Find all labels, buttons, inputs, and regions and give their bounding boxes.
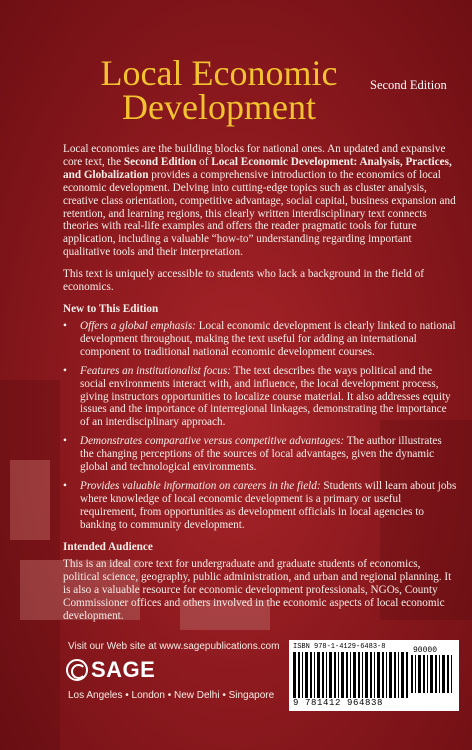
audience-heading: Intended Audience: [63, 541, 153, 553]
item-text: Students will learn about jobs where knowledge of local economic development is a primary or useful requirement, from opportunities as development officials in local agencies to banking to community development.: [80, 479, 457, 531]
intro-text-e: provides a comprehensive introduction to the economics of local economic development. Delving into cutting-edge topics such as cluster analysis, creative class orientation, competitive advantage, social capital, business expansion and retention, and learning regions, this clearly written interdisciplinary text connects theories with real-life examples and offers the reader pragmatic tools for future application, including a valuable “how-to” understanding regarding important qualitative tools and their interpretation.: [63, 168, 456, 259]
sage-logo: [66, 656, 155, 684]
title-line-1: Local Economic: [100, 53, 338, 93]
list-item: [63, 480, 458, 532]
barcode: [289, 640, 459, 711]
sage-logo-text: SAGE: [91, 657, 156, 682]
item-lead: Demonstrates comparative versus competitive advantages:: [80, 435, 345, 448]
barcode-digits: 9 781412 964838: [293, 698, 384, 708]
edition-label: Second Edition: [370, 78, 447, 92]
item-text: Local economic development is clearly linked to national development throughout, making the text useful for adding an international component to traditional national economic development courses.: [80, 320, 456, 358]
intro-edition-bold: Second Edition: [123, 155, 197, 168]
intro-paragraph: [63, 143, 458, 259]
accessibility-paragraph: This text is uniquely accessible to students who lack a background in the field of economics.: [63, 268, 425, 293]
price-barcode-bars: [411, 655, 455, 693]
bullet-icon: •: [63, 479, 67, 492]
new-edition-list: [63, 320, 458, 538]
intro-text-a: Local economies are the building blocks for national ones. An updated and expansive core text, the: [63, 143, 446, 168]
item-lead: Features an institutionalist focus:: [80, 364, 231, 377]
isbn-text: ISBN 978-1-4129-6483-8: [293, 643, 386, 651]
price-code: 90000: [413, 646, 438, 655]
bullet-icon: •: [63, 320, 67, 332]
new-edition-heading: New to This Edition: [63, 303, 159, 315]
sage-swirl-icon: [66, 659, 88, 681]
list-item: [63, 365, 458, 430]
title-line-2: Development: [122, 87, 316, 127]
intro-book-title-bold: Local Economic Development: Analysis, Practices, and Globalization: [63, 155, 452, 181]
book-title: [64, 53, 374, 127]
item-text: The text describes the ways political and the social environments interact with, and influence, the local development process, giving instructors opportunities to localize course material. It also addresses equity issues and the importance of interregional linkages, demonstrating the importance of an interdisciplinary approach.: [80, 364, 451, 429]
item-lead: Offers a global emphasis:: [80, 320, 196, 332]
intro-text-c: of: [196, 155, 212, 168]
bullet-icon: •: [63, 364, 67, 377]
publisher-cities: Los Angeles • London • New Delhi • Singapore: [68, 690, 275, 701]
website-link[interactable]: Visit our Web site at www.sagepublications.com: [68, 641, 280, 652]
bullet-icon: •: [63, 435, 67, 448]
list-item: [63, 435, 458, 474]
audience-paragraph: This is an ideal core text for undergraduate and graduate students of economics, political science, geography, public administration, and urban and regional planning. It is also a valuable resource for economic development professionals, NGOs, County Commissioner offices and others involved in the economic aspects of local economic development.: [63, 558, 452, 622]
item-text: The author illustrates the changing perceptions of the sources of local advantages, given the dynamic global and technological environments.: [80, 435, 442, 474]
list-item: [63, 320, 458, 359]
item-lead: Provides valuable information on careers in the field:: [80, 479, 321, 492]
barcode-bars: [293, 652, 408, 698]
